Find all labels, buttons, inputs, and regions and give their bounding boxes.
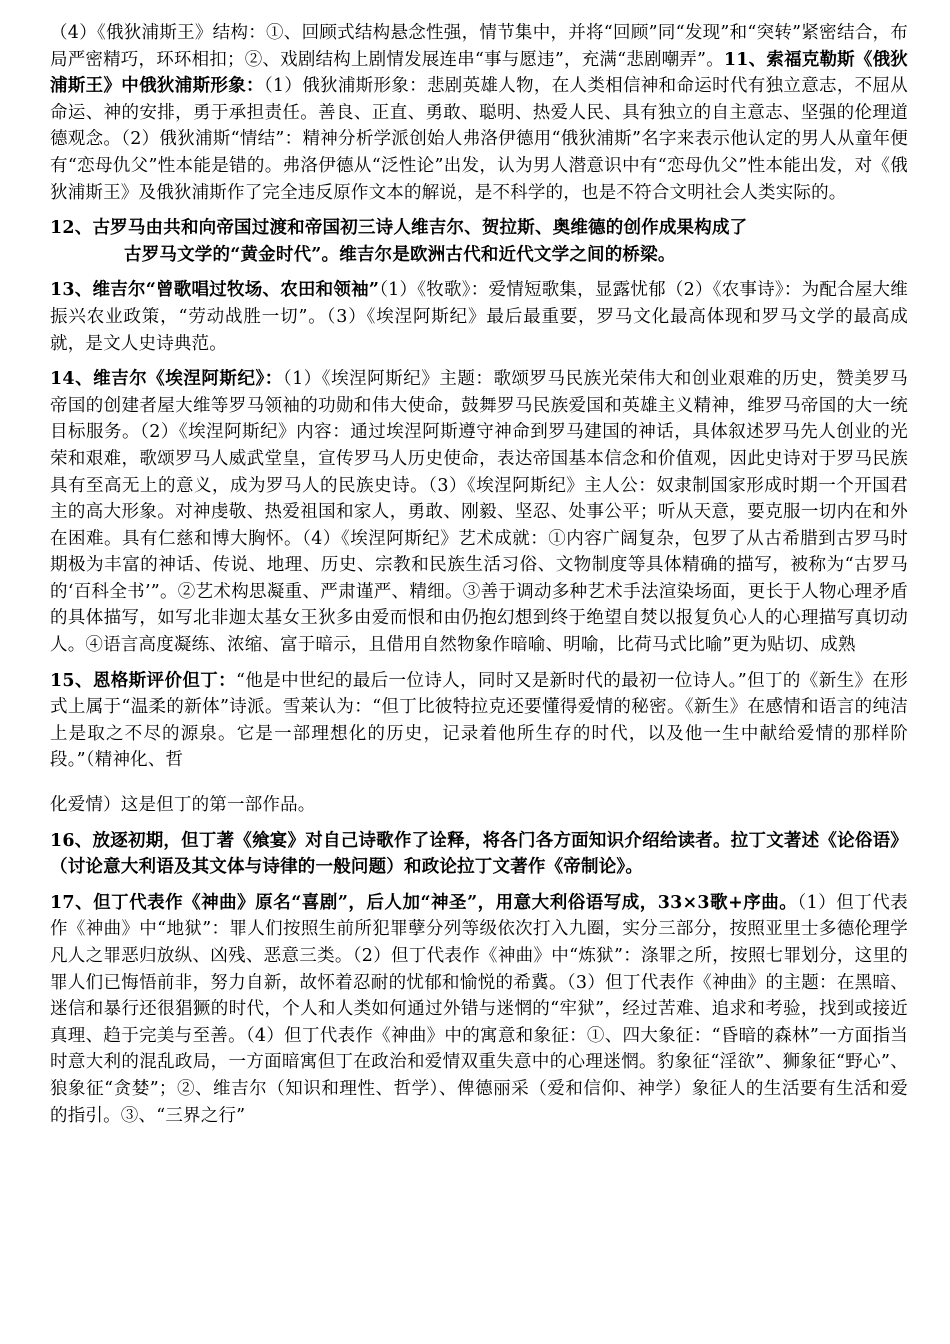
section-15-tail: 化爱情）这是但丁的第一部作品。	[50, 795, 316, 816]
section-13-heading: 13、维吉尔“曾歌唱过牧场、农田和领袖”	[50, 280, 380, 301]
section-13-text: （1）《牧歌》：爱情短歌集，显露忧郁（2）《农事诗》：为配合屋大维振兴农业政策，“劳动战胜一切”。（3）《埃涅阿斯纪》最后最重要，罗马文化最高体现和罗马文学的最高成就，是文人史诗典范。	[50, 280, 908, 354]
paragraph-10-text: （4）《俄狄浦斯王》结构：①、回顾式结构悬念性强，情节集中，并将“回顾”同“发现”和“突转”紧密结合，布局严密精巧，环环相扣；②、戏剧结构上剧情发展连串“事与愿违”，充满“悲剧嘲弄”。	[50, 23, 908, 70]
section-14-heading: 14、维吉尔《埃涅阿斯纪》：	[50, 369, 283, 390]
section-14-text: （1）《埃涅阿斯纪》主题：歌颂罗马民族光荣伟大和创业艰难的历史，赞美罗马帝国的创建者屋大维等罗马领袖的功勋和伟大使命，鼓舞罗马民族爱国和英雄主义精神，维罗马帝国的大一统目标服务。（2）《埃涅阿斯纪》内容：通过埃涅阿斯遵守神命到罗马建国的神话，具体叙述罗马先人创业的光荣和艰难，歌颂罗马人威武堂皇，宣传罗马人历史使命，表达帝国基本信念和价值观，因此史诗对于罗马民族具有至高无上的意义，成为罗马人的民族史诗。（3）《埃涅阿斯纪》主人公：奴隶制国家形成时期一个开国君主的高大形象。对神虔敬、热爱祖国和家人，勇敢、刚毅、坚忍、处事公平；听从天意，要克服一切内在和外在困难。具有仁慈和博大胸怀。（4）《埃涅阿斯纪》艺术成就：①内容广阔复杂，包罗了从古希腊到古罗马时期极为丰富的神话、传说、地理、历史、宗教和民族生活习俗、文物制度等具体精确的描写，被称为“古罗马的‘百科全书’”。②艺术构思凝重、严肃谨严、精细。③善于调动多种艺术手法渲染场面，更长于人物心理矛盾的具体描写，如写北非迦太基女王狄多由爱而恨和由仍抱幻想到终于绝望自焚以报复负心人的心理描写真切动人。④语言高度凝练、浓缩、富于暗示，且借用自然物象作暗喻、明喻，比荷马式比喻”更为贴切、成熟	[50, 369, 908, 656]
section-14	[50, 366, 908, 659]
section-12-line-2: 古罗马文学的“黄金时代”。维吉尔是欧洲古代和近代文学之间的桥梁。	[124, 244, 676, 265]
section-17	[50, 890, 908, 1129]
section-11-text: （1）俄狄浦斯形象：悲剧英雄人物，在人类相信神和命运时代有独立意志，不屈从命运、神的安排，勇于承担责任。善良、正直、勇敢、聪明、热爱人民、具有独立的自主意志、坚强的伦理道德观念。（2）俄狄浦斯“情结”：精神分析学派创始人弗洛伊德用“俄狄浦斯”名字来表示他认定的男人从童年便有“恋母仇父”性本能是错的。弗洛伊德从“泛性论”出发，认为男人潜意识中有“恋母仇父”性本能出发，对《俄狄浦斯王》及俄狄浦斯作了完全违反原作文本的解说，是不科学的，也是不符合文明社会人类实际的。	[50, 76, 908, 203]
section-16: 16、放逐初期，但丁著《飨宴》对自己诗歌作了诠释，将各门各方面知识介绍给读者。拉丁文著述《论俗语》（讨论意大利语及其文体与诗律的一般问题）和政论拉丁文著作《帝制论》。	[50, 830, 908, 878]
section-15	[50, 668, 908, 774]
paragraph-11	[50, 20, 908, 206]
section-13	[50, 277, 908, 357]
section-15-heading: 15、恩格斯评价但丁：	[50, 670, 237, 691]
section-17-heading: 17、但丁代表作《神曲》原名“喜剧”，后人加“神圣”，用意大利俗语写成，33×3歌+序曲。	[50, 892, 798, 913]
section-15-text: “他是中世纪的最后一位诗人，同时又是新时代的最初一位诗人。”但丁的《新生》在形式上属于“温柔的新体”诗派。雪莱认为：“但丁比彼特拉克还要懂得爱情的秘密。《新生》在感情和语言的纯洁上是取之不尽的源泉。它是一部理想化的历史，记录着他所生存的时代，以及他一生中献给爱情的那样阶段。”（精神化、哲	[50, 670, 908, 771]
section-17-text: （1）但丁代表作《神曲》中“地狱”：罪人们按照生前所犯罪孽分列等级依次打入九圈，实分三部分，按照亚里士多德伦理学凡人之罪恶归放纵、凶残、恶意三类。（2）但丁代表作《神曲》中“炼狱”：涤罪之所，按照七罪划分，这里的罪人们已悔悟前非，努力自新，故怀着忍耐的忧郁和愉悦的希冀。（3）但丁代表作《神曲》的主题：在黑暗、迷信和暴行还很猖獗的时代，个人和人类如何通过外错与迷惘的“牢狱”，经过苦难、追求和考验，找到或接近真理、趋于完美与至善。（4）但丁代表作《神曲》中的寓意和象征：①、四大象征：“昏暗的森林”一方面指当时意大利的混乱政局，一方面暗寓但丁在政治和爱情双重失意中的心理迷惘。豹象征“淫欲”、狮象征“野心”、狼象征“贪婪”；②、维吉尔（知识和理性、哲学）、俾德丽采（爱和信仰、神学）象征人的生活要有生活和爱的指引。③、“三界之行”	[50, 892, 908, 1126]
section-12-line-1: 12、古罗马由共和向帝国过渡和帝国初三诗人维吉尔、贺拉斯、奥维德的创作成果构成了	[50, 218, 748, 239]
section-11-heading: 11、索福克勒斯《俄狄浦斯王》中俄狄浦斯形象：	[50, 49, 908, 97]
section-12	[50, 215, 908, 268]
